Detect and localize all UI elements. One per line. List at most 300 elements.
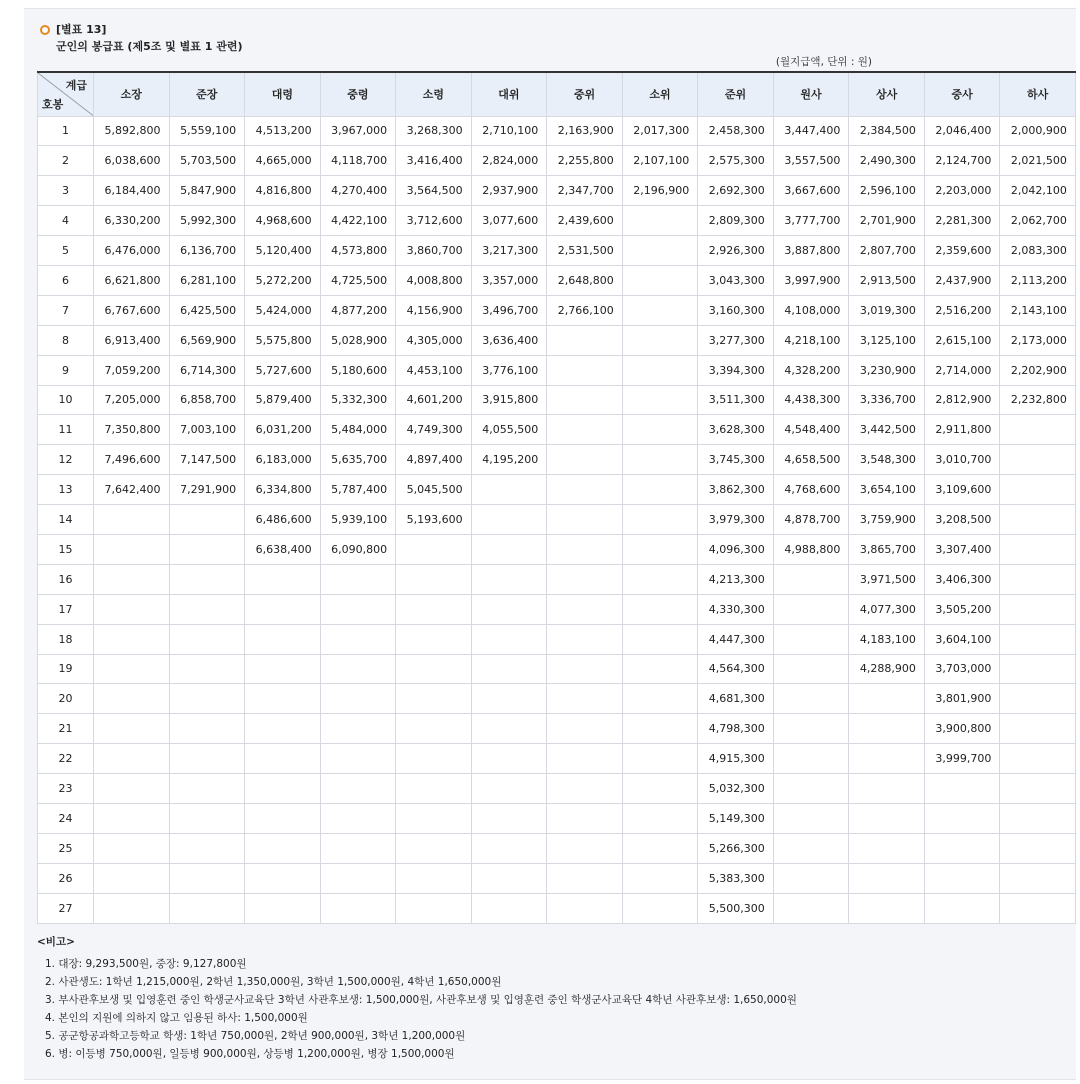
salary-cell: 2,107,100 — [622, 146, 698, 176]
salary-cell: 5,484,000 — [320, 415, 396, 445]
column-header: 소장 — [94, 72, 170, 116]
step-cell: 22 — [38, 744, 94, 774]
unit-note: (월지급액, 단위 : 원) — [775, 56, 872, 68]
salary-cell — [622, 534, 698, 564]
salary-cell — [94, 624, 170, 654]
salary-cell: 3,667,600 — [773, 176, 849, 206]
salary-cell — [471, 534, 547, 564]
salary-cell: 6,425,500 — [169, 295, 245, 325]
salary-cell — [94, 893, 170, 923]
salary-cell — [547, 863, 623, 893]
salary-cell — [622, 385, 698, 415]
salary-cell — [1000, 445, 1076, 475]
circle-bullet-icon — [40, 25, 50, 35]
salary-cell — [245, 893, 321, 923]
salary-cell: 4,055,500 — [471, 415, 547, 445]
column-header: 원사 — [773, 72, 849, 116]
salary-cell: 3,997,900 — [773, 265, 849, 295]
salary-cell — [547, 714, 623, 744]
salary-cell: 3,109,600 — [924, 475, 1000, 505]
salary-cell — [622, 564, 698, 594]
salary-cell: 4,328,200 — [773, 355, 849, 385]
salary-cell — [773, 624, 849, 654]
salary-cell — [622, 295, 698, 325]
salary-cell — [471, 594, 547, 624]
step-cell: 21 — [38, 714, 94, 744]
salary-cell: 5,992,300 — [169, 206, 245, 236]
salary-cell — [924, 833, 1000, 863]
salary-cell: 5,500,300 — [698, 893, 774, 923]
salary-cell — [1000, 534, 1076, 564]
salary-cell: 2,173,000 — [1000, 325, 1076, 355]
salary-cell — [1000, 863, 1076, 893]
salary-cell: 4,213,300 — [698, 564, 774, 594]
remark-item: 1. 대장: 9,293,500원, 중장: 9,127,800원 — [45, 958, 247, 970]
table-row — [38, 385, 1076, 415]
salary-cell: 7,205,000 — [94, 385, 170, 415]
salary-cell: 3,125,100 — [849, 325, 925, 355]
salary-cell: 3,557,500 — [773, 146, 849, 176]
salary-cell — [622, 654, 698, 684]
salary-cell: 6,621,800 — [94, 265, 170, 295]
salary-cell — [547, 774, 623, 804]
step-cell: 20 — [38, 684, 94, 714]
salary-cell: 5,879,400 — [245, 385, 321, 415]
salary-cell — [773, 714, 849, 744]
salary-cell — [396, 534, 472, 564]
step-cell: 16 — [38, 564, 94, 594]
salary-cell: 2,926,300 — [698, 236, 774, 266]
salary-cell — [622, 893, 698, 923]
salary-cell: 4,118,700 — [320, 146, 396, 176]
salary-cell — [471, 803, 547, 833]
salary-cell: 2,017,300 — [622, 116, 698, 146]
salary-cell — [169, 833, 245, 863]
table-row — [38, 714, 1076, 744]
salary-cell: 2,937,900 — [471, 176, 547, 206]
salary-cell — [169, 744, 245, 774]
salary-cell: 6,184,400 — [94, 176, 170, 206]
table-row — [38, 176, 1076, 206]
salary-cell: 6,031,200 — [245, 415, 321, 445]
salary-cell: 4,108,000 — [773, 295, 849, 325]
salary-cell: 4,218,100 — [773, 325, 849, 355]
salary-cell — [169, 684, 245, 714]
salary-cell — [169, 505, 245, 535]
salary-cell: 6,136,700 — [169, 236, 245, 266]
salary-cell — [622, 236, 698, 266]
salary-cell: 3,277,300 — [698, 325, 774, 355]
salary-cell — [1000, 594, 1076, 624]
salary-cell: 7,147,500 — [169, 445, 245, 475]
salary-cell — [396, 863, 472, 893]
salary-table — [37, 71, 1076, 924]
corner-cell — [38, 72, 94, 116]
salary-cell — [396, 774, 472, 804]
salary-cell — [245, 624, 321, 654]
salary-cell — [471, 624, 547, 654]
salary-cell — [396, 744, 472, 774]
salary-cell: 3,160,300 — [698, 295, 774, 325]
corner-step-label: 호봉 — [42, 97, 64, 111]
salary-cell: 2,255,800 — [547, 146, 623, 176]
salary-cell: 3,505,200 — [924, 594, 1000, 624]
salary-cell — [1000, 684, 1076, 714]
salary-cell — [1000, 774, 1076, 804]
salary-cell: 2,648,800 — [547, 265, 623, 295]
salary-cell — [547, 325, 623, 355]
salary-cell: 3,268,300 — [396, 116, 472, 146]
salary-cell — [1000, 714, 1076, 744]
remarks — [37, 934, 797, 1063]
salary-cell — [245, 654, 321, 684]
table-title: 군인의 봉급표 (제5조 및 별표 1 관련) — [56, 40, 243, 53]
salary-cell: 3,979,300 — [698, 505, 774, 535]
salary-cell: 5,266,300 — [698, 833, 774, 863]
salary-cell: 6,767,600 — [94, 295, 170, 325]
salary-cell — [245, 564, 321, 594]
salary-cell — [924, 803, 1000, 833]
salary-cell — [547, 594, 623, 624]
salary-cell — [396, 624, 472, 654]
salary-cell — [547, 833, 623, 863]
salary-cell: 4,096,300 — [698, 534, 774, 564]
salary-cell — [773, 803, 849, 833]
salary-cell: 3,777,700 — [773, 206, 849, 236]
salary-cell: 2,359,600 — [924, 236, 1000, 266]
step-cell: 12 — [38, 445, 94, 475]
salary-cell: 3,999,700 — [924, 744, 1000, 774]
salary-cell: 4,305,000 — [396, 325, 472, 355]
salary-cell — [622, 265, 698, 295]
salary-cell — [396, 714, 472, 744]
salary-cell — [94, 803, 170, 833]
salary-cell: 2,807,700 — [849, 236, 925, 266]
salary-cell — [1000, 475, 1076, 505]
salary-cell — [849, 774, 925, 804]
salary-cell: 3,865,700 — [849, 534, 925, 564]
salary-cell: 2,083,300 — [1000, 236, 1076, 266]
salary-cell: 2,615,100 — [924, 325, 1000, 355]
step-cell: 14 — [38, 505, 94, 535]
salary-cell — [169, 534, 245, 564]
salary-cell — [320, 594, 396, 624]
salary-cell — [245, 714, 321, 744]
salary-cell — [1000, 833, 1076, 863]
salary-cell — [622, 774, 698, 804]
salary-cell — [622, 594, 698, 624]
salary-cell — [94, 654, 170, 684]
step-cell: 4 — [38, 206, 94, 236]
salary-cell: 4,681,300 — [698, 684, 774, 714]
salary-cell — [622, 325, 698, 355]
salary-cell — [94, 744, 170, 774]
column-header: 상사 — [849, 72, 925, 116]
salary-cell — [320, 714, 396, 744]
salary-cell: 2,203,000 — [924, 176, 1000, 206]
salary-cell — [245, 594, 321, 624]
salary-cell: 3,745,300 — [698, 445, 774, 475]
salary-cell — [773, 774, 849, 804]
table-row — [38, 295, 1076, 325]
salary-cell: 3,801,900 — [924, 684, 1000, 714]
salary-cell — [320, 863, 396, 893]
table-row — [38, 534, 1076, 564]
salary-cell — [547, 415, 623, 445]
salary-cell: 6,281,100 — [169, 265, 245, 295]
salary-cell — [169, 594, 245, 624]
salary-cell: 2,163,900 — [547, 116, 623, 146]
step-cell: 3 — [38, 176, 94, 206]
salary-cell — [547, 803, 623, 833]
salary-cell — [471, 744, 547, 774]
salary-cell: 7,350,800 — [94, 415, 170, 445]
salary-cell: 6,913,400 — [94, 325, 170, 355]
salary-cell — [1000, 505, 1076, 535]
salary-cell: 4,573,800 — [320, 236, 396, 266]
table-row — [38, 206, 1076, 236]
salary-cell: 4,601,200 — [396, 385, 472, 415]
salary-cell: 7,496,600 — [94, 445, 170, 475]
step-cell: 23 — [38, 774, 94, 804]
salary-cell — [94, 534, 170, 564]
salary-cell — [320, 893, 396, 923]
salary-cell: 4,658,500 — [773, 445, 849, 475]
salary-cell: 2,347,700 — [547, 176, 623, 206]
salary-cell: 3,776,100 — [471, 355, 547, 385]
salary-cell — [169, 893, 245, 923]
salary-cell — [471, 833, 547, 863]
salary-cell: 6,858,700 — [169, 385, 245, 415]
salary-cell: 2,458,300 — [698, 116, 774, 146]
salary-cell: 5,635,700 — [320, 445, 396, 475]
table-row — [38, 774, 1076, 804]
salary-cell: 2,531,500 — [547, 236, 623, 266]
salary-cell: 6,183,000 — [245, 445, 321, 475]
salary-cell — [320, 654, 396, 684]
salary-cell: 2,596,100 — [849, 176, 925, 206]
step-cell: 15 — [38, 534, 94, 564]
salary-cell — [622, 714, 698, 744]
salary-cell: 5,787,400 — [320, 475, 396, 505]
salary-cell — [320, 624, 396, 654]
remark-item: 3. 부사관후보생 및 입영훈련 중인 학생군사교육단 3학년 사관후보생: 1,500,000원, 사관후보생 및 입영훈련 중인 학생군사교육단 4학년 사관후보생: 1,650,000원 — [45, 994, 797, 1006]
salary-cell: 4,915,300 — [698, 744, 774, 774]
table-row — [38, 325, 1076, 355]
column-header: 소위 — [622, 72, 698, 116]
salary-cell: 2,710,100 — [471, 116, 547, 146]
salary-cell: 5,045,500 — [396, 475, 472, 505]
salary-cell: 2,766,100 — [547, 295, 623, 325]
salary-cell: 2,809,300 — [698, 206, 774, 236]
salary-cell: 2,281,300 — [924, 206, 1000, 236]
salary-cell — [622, 206, 698, 236]
salary-cell — [622, 803, 698, 833]
remarks-title: <비고> — [37, 936, 75, 948]
salary-cell: 2,021,500 — [1000, 146, 1076, 176]
column-header: 대령 — [245, 72, 321, 116]
salary-cell — [471, 654, 547, 684]
salary-cell — [622, 475, 698, 505]
salary-cell: 3,604,100 — [924, 624, 1000, 654]
salary-cell — [396, 564, 472, 594]
table-row — [38, 236, 1076, 266]
step-cell: 11 — [38, 415, 94, 445]
salary-cell — [547, 654, 623, 684]
salary-cell — [94, 863, 170, 893]
salary-cell: 6,334,800 — [245, 475, 321, 505]
salary-cell — [849, 863, 925, 893]
column-header: 중위 — [547, 72, 623, 116]
salary-cell: 3,496,700 — [471, 295, 547, 325]
salary-cell — [169, 624, 245, 654]
salary-cell: 4,077,300 — [849, 594, 925, 624]
salary-cell — [1000, 564, 1076, 594]
salary-cell — [396, 893, 472, 923]
table-row — [38, 265, 1076, 295]
table-row — [38, 833, 1076, 863]
salary-cell: 2,046,400 — [924, 116, 1000, 146]
salary-cell — [396, 654, 472, 684]
salary-cell: 6,330,200 — [94, 206, 170, 236]
salary-cell — [547, 505, 623, 535]
salary-cell: 4,548,400 — [773, 415, 849, 445]
column-header: 중령 — [320, 72, 396, 116]
salary-cell: 2,913,500 — [849, 265, 925, 295]
table-row — [38, 355, 1076, 385]
table-row — [38, 594, 1076, 624]
salary-cell — [849, 684, 925, 714]
salary-cell: 3,043,300 — [698, 265, 774, 295]
table-row — [38, 475, 1076, 505]
header-row — [38, 72, 1076, 116]
salary-cell — [320, 833, 396, 863]
salary-cell: 4,768,600 — [773, 475, 849, 505]
salary-cell: 3,010,700 — [924, 445, 1000, 475]
salary-cell — [245, 744, 321, 774]
salary-cell — [773, 594, 849, 624]
corner-rank-label: 계급 — [65, 79, 87, 92]
salary-cell — [849, 744, 925, 774]
remark-item: 5. 공군항공과학고등학교 학생: 1학년 750,000원, 2학년 900,000원, 3학년 1,200,000원 — [45, 1030, 466, 1042]
table-row — [38, 445, 1076, 475]
salary-cell: 4,156,900 — [396, 295, 472, 325]
table-row — [38, 415, 1076, 445]
salary-cell — [1000, 624, 1076, 654]
table-row — [38, 146, 1076, 176]
salary-cell: 5,028,900 — [320, 325, 396, 355]
salary-cell — [924, 893, 1000, 923]
salary-cell: 3,887,800 — [773, 236, 849, 266]
step-cell: 26 — [38, 863, 94, 893]
salary-cell — [471, 564, 547, 594]
salary-cell — [773, 744, 849, 774]
salary-cell — [396, 594, 472, 624]
salary-cell: 6,714,300 — [169, 355, 245, 385]
salary-cell: 4,749,300 — [396, 415, 472, 445]
salary-cell: 2,384,500 — [849, 116, 925, 146]
column-header: 소령 — [396, 72, 472, 116]
salary-cell — [471, 774, 547, 804]
salary-cell: 3,217,300 — [471, 236, 547, 266]
salary-cell: 7,059,200 — [94, 355, 170, 385]
step-cell: 17 — [38, 594, 94, 624]
salary-cell — [1000, 415, 1076, 445]
salary-cell — [471, 475, 547, 505]
salary-cell — [547, 893, 623, 923]
salary-cell: 5,332,300 — [320, 385, 396, 415]
salary-cell — [169, 774, 245, 804]
salary-cell — [169, 863, 245, 893]
salary-cell: 2,202,900 — [1000, 355, 1076, 385]
salary-cell: 3,442,500 — [849, 415, 925, 445]
salary-cell: 3,636,400 — [471, 325, 547, 355]
salary-cell: 5,727,600 — [245, 355, 321, 385]
salary-cell — [547, 385, 623, 415]
column-header: 준위 — [698, 72, 774, 116]
salary-cell: 3,394,300 — [698, 355, 774, 385]
salary-cell — [396, 684, 472, 714]
salary-cell: 3,564,500 — [396, 176, 472, 206]
salary-cell: 3,862,300 — [698, 475, 774, 505]
salary-cell: 5,575,800 — [245, 325, 321, 355]
salary-cell — [773, 863, 849, 893]
salary-cell: 4,665,000 — [245, 146, 321, 176]
salary-cell — [471, 714, 547, 744]
salary-cell: 5,892,800 — [94, 116, 170, 146]
salary-cell: 2,714,000 — [924, 355, 1000, 385]
salary-cell — [622, 355, 698, 385]
salary-cell: 2,911,800 — [924, 415, 1000, 445]
salary-cell: 7,003,100 — [169, 415, 245, 445]
salary-cell: 3,416,400 — [396, 146, 472, 176]
salary-cell — [320, 684, 396, 714]
salary-cell: 5,939,100 — [320, 505, 396, 535]
salary-cell: 6,090,800 — [320, 534, 396, 564]
salary-cell — [245, 684, 321, 714]
salary-cell: 5,193,600 — [396, 505, 472, 535]
salary-cell: 6,569,900 — [169, 325, 245, 355]
salary-cell — [773, 833, 849, 863]
salary-cell: 2,701,900 — [849, 206, 925, 236]
salary-cell: 6,038,600 — [94, 146, 170, 176]
salary-cell — [924, 774, 1000, 804]
column-header: 준장 — [169, 72, 245, 116]
column-header: 하사 — [1000, 72, 1076, 116]
salary-cell: 3,447,400 — [773, 116, 849, 146]
salary-cell — [471, 893, 547, 923]
salary-cell — [773, 893, 849, 923]
salary-cell — [622, 684, 698, 714]
salary-cell: 3,860,700 — [396, 236, 472, 266]
salary-cell — [547, 744, 623, 774]
salary-cell: 7,291,900 — [169, 475, 245, 505]
table-row — [38, 863, 1076, 893]
salary-cell: 4,968,600 — [245, 206, 321, 236]
table-row — [38, 803, 1076, 833]
salary-cell — [245, 833, 321, 863]
salary-cell: 4,564,300 — [698, 654, 774, 684]
salary-cell: 4,798,300 — [698, 714, 774, 744]
salary-cell — [622, 863, 698, 893]
salary-cell — [547, 355, 623, 385]
salary-cell — [773, 564, 849, 594]
salary-cell — [547, 534, 623, 564]
salary-cell: 3,077,600 — [471, 206, 547, 236]
salary-cell: 4,330,300 — [698, 594, 774, 624]
table-row — [38, 116, 1076, 146]
table-body — [38, 116, 1076, 923]
